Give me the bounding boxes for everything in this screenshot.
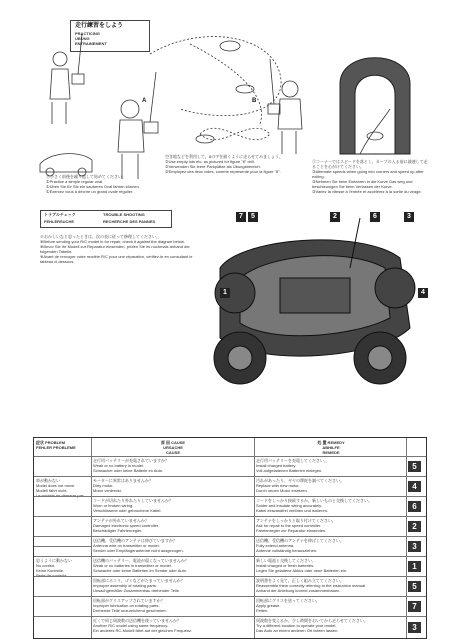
remedy-de: Durch neuen Motor ersetzen.	[256, 488, 308, 493]
part-number-badge: 7	[408, 601, 421, 612]
header-cause-de: URSACHE	[163, 445, 183, 450]
remedy-en: Fully extend antenna.	[256, 543, 295, 548]
table-row	[34, 476, 426, 496]
part-number-badge: 6	[408, 501, 421, 512]
step3-en: ③Alternate speeds when going into corners and speed up after exiting.	[312, 169, 424, 179]
cause-de: Unsachgemäßer Zusammenbau drehender Teile.	[93, 588, 181, 593]
cause-en: Weak or no battery in model.	[93, 463, 145, 468]
remedy-jp: 周波数を変えるか、少し時間をおいてから走らせてください。	[256, 618, 368, 623]
table-row	[34, 556, 426, 576]
cause-jp: モーターに異常はありませんか？	[93, 478, 153, 483]
part-number-badge: 5	[408, 461, 421, 472]
remedy-de: Fetten.	[256, 608, 269, 613]
remedy-de: Antenne vollständig herausziehen.	[256, 548, 318, 553]
intro-fr: ※Avant de renvoyer votre modèle R/C pour une réparation, vérifiez-le en consultant le tableau ci-dessous.	[40, 254, 193, 264]
trouble-heading-de: FEHLERSUCHE	[44, 219, 75, 224]
remedy-en: Apply grease.	[256, 603, 281, 608]
cause-jp: アンテナが外れていませんか？	[93, 518, 149, 523]
problem1-en: Model does not move.	[36, 483, 76, 488]
callout-4: 4	[418, 288, 428, 298]
cause-jp: 近くで同じ周波数の送信機を使っていませんか？	[93, 618, 181, 623]
table-row	[34, 496, 426, 516]
part-number-badge: 5	[408, 581, 421, 592]
problem2-en: No control.	[36, 563, 56, 568]
remedy-en: Replace with new motor.	[256, 483, 300, 488]
cause-jp: コードが切れたり外れたりしていませんか？	[93, 498, 173, 503]
table-row	[34, 616, 426, 638]
cause-de: Beschädigter Fahrtenregler.	[93, 528, 143, 533]
cause-jp: 回転部がグリスアップされていますか？	[93, 598, 165, 603]
intro-de: ※Bevor Sie Ihr Modell zur Reparatur einsenden, prüfen Sie es nochmals anhand der folgenden Tabelle.	[40, 244, 190, 254]
cause-jp: 回転部にホコリ、ゴミなどがたまっていませんか？	[93, 578, 185, 583]
step1-fr: ①Exercez vous à décrire un grand ovale régulier.	[46, 189, 134, 194]
step2-en: ②Use empty lots etc. as pictured for figure "8" drill.	[165, 159, 255, 164]
table-row	[34, 516, 426, 536]
cause-en: Antenna wire on transmitter or model.	[93, 543, 160, 548]
header-cause-en: 原 因 CAUSE	[160, 440, 186, 445]
cause-en: Worn or broken wiring.	[93, 503, 134, 508]
practice-heading-jp: 走行練習をしよう	[75, 23, 124, 29]
remedy-de: Legen Sie geladene Akkus oder neue Batterien ein.	[256, 568, 348, 573]
step1-en: ①Practice a simple regular oval.	[46, 179, 104, 184]
remedy-en: Solder and insulate wiring accurately.	[256, 503, 322, 508]
remedy-jp: 回転部にグリスを塗ってください。	[256, 598, 320, 603]
table-row	[34, 596, 426, 616]
trouble-heading-fr: RECHERCHE DES PANNES	[103, 219, 156, 224]
part-number-badge: 2	[408, 521, 421, 532]
practice-section	[30, 14, 430, 194]
cause-de: Schwacher oder keine Batterie im Auto.	[93, 468, 164, 473]
cause-de: Schwache oder keine Batterien im Sender oder Auto.	[93, 568, 188, 573]
callout-3: 3	[404, 212, 414, 222]
intro-en: ※Before sending your R/C model in for repair, check it against the diagram below.	[40, 239, 185, 244]
step2-de: ②Verwenden Sie leere Parkplätze als Übungsbereich.	[165, 164, 261, 169]
intro-jp: ※おかしいなと思ったときは、次の表に従って修理してください。	[40, 234, 160, 239]
cause-en: Dirty motor.	[93, 483, 114, 488]
cause-de: Ein anderes RC-Modell fährt auf der gleichen Frequenz.	[93, 628, 193, 633]
callout-7: 7	[236, 212, 246, 222]
header-cause	[94, 440, 252, 455]
practice-heading-de: ÜBUNG	[75, 36, 90, 41]
cause-jp: 送信機、受信機のアンテナは伸びていますか？	[93, 538, 177, 543]
remedy-en: Install charged battery.	[256, 463, 297, 468]
problem1-de: Modell fährt nicht.	[36, 488, 68, 493]
callout-6: 6	[370, 212, 380, 222]
remedy-jp: 汚れがあったり、ギヤの摩耗を調べてください。	[256, 478, 344, 483]
cause-de: Sender oder Empfängerantenne nicht ausgezogen.	[93, 548, 184, 553]
cause-en: Another R/C model using same frequency.	[93, 623, 169, 628]
step3-de: ③Nehmen Sie beim Einfahren in die Kurve Gas weg und beschleunigen Sie beim Verlassen der Kurve.	[312, 179, 413, 189]
cause-en: Improper assembly of rotating parts.	[93, 583, 158, 588]
header-cause-fr: CAUSE	[165, 450, 180, 455]
callout-5: 5	[248, 212, 258, 222]
problem1-jp: 車が動かない	[36, 478, 60, 483]
remedy-en: Install charged or fresh batteries.	[256, 563, 315, 568]
part-number-badge: 3	[408, 622, 421, 633]
remedy-jp: アンテナをしっかりと取り付けてください。	[256, 518, 336, 523]
cause-de: Verschlissene oder gebrochene Kabel.	[93, 508, 162, 513]
step2-jp: 空き地などを利用して、8の字を描くように走らせてみましょう。	[165, 154, 284, 159]
practice-heading-en: PRACTICING	[75, 31, 100, 36]
practice-step-1	[46, 174, 154, 194]
part-number-badge: 1	[408, 561, 421, 572]
header-remedy-de: ABHILFE	[322, 445, 340, 450]
header-problem-de: FEHLER PROBLEME	[36, 445, 76, 450]
trouble-table	[33, 437, 427, 639]
table-row	[34, 536, 426, 556]
remedy-jp: 説明書をよく見て、正しく組み立ててください。	[256, 578, 344, 583]
cause-en: Improper lubrication on rotating parts.	[93, 603, 160, 608]
remedy-de: Voll aufgeladenen Batterien einlegen.	[256, 468, 323, 473]
cause-de: Motor verdreckt.	[93, 488, 122, 493]
trouble-heading-en: TROUBLE SHOOTING	[103, 212, 145, 217]
callout-2: 2	[330, 212, 340, 222]
practice-step-3	[312, 159, 430, 194]
problem1-fr: Le modèle ne démarre pas.	[36, 493, 85, 498]
step3-fr: ③Variez la vitesse à l'entrée et accélérez à la sortie du virage.	[312, 189, 422, 194]
remedy-jp: 送信機、受信機のアンテナを伸ばしてください。	[256, 538, 344, 543]
header-problem	[36, 440, 90, 450]
label-a: A	[142, 98, 147, 104]
remedy-de: Kabel einwandfrei verlöten und isolieren.	[256, 508, 329, 513]
remedy-en: Ask for repair to the speed controller.	[256, 523, 322, 528]
callout-1: 1	[220, 288, 230, 298]
step1-jp: ①小さく前後を繰り返して始めてください。	[46, 174, 126, 179]
cause-de: Drehende Teile unzureichend geschmiert.	[93, 608, 167, 613]
step3-jp: ③コーナーではスピードを落とし、カーブの入る前に減速して走ることを心がけてください。	[312, 159, 428, 169]
label-b: B	[252, 98, 257, 104]
header-problem-en: 症状 PROBLEM	[36, 440, 66, 445]
table-row	[34, 456, 426, 476]
cause-jp: 走行用バッテリーが充電されていますか？	[93, 458, 169, 463]
practice-heading-fr: ENTRAINEMENT	[75, 41, 107, 46]
remedy-jp: コードをしっかり接続するか、新しいものと交換してください。	[256, 498, 372, 503]
header-remedy	[258, 440, 404, 455]
remedy-de: Anhand der Anleitung korrekt zusammenbauen.	[256, 588, 341, 593]
practice-step-2	[165, 154, 297, 174]
remedy-en: Reassemble them correctly referring to the instruction manual.	[256, 583, 367, 588]
header-remedy-fr: REMEDE	[322, 450, 340, 455]
remedy-en: Try a different location to operate your model.	[256, 623, 337, 628]
cause-jp: 送信機のバッテリー、電池が弱くなっていませんか？	[93, 558, 189, 563]
cause-en: Weak or no batteries in transmitter or model.	[93, 563, 172, 568]
step1-de: ①Üben Sie für Sie ein sauberes Oval fahren können.	[46, 184, 140, 189]
buggy-diagram	[200, 208, 430, 436]
part-number-badge: 4	[408, 481, 421, 492]
problem2-de: Keine Kontrolle.	[36, 568, 65, 573]
remedy-de: Fahrtenregler zur Reparatur einsenden.	[256, 528, 327, 533]
trouble-heading-jp: トラブルチェック	[44, 212, 76, 217]
remedy-jp: 走行用バッテリーを充電してください。	[256, 458, 328, 463]
part-number-badge: 3	[408, 541, 421, 552]
remedy-jp: 新しい電池と交換してください。	[256, 558, 316, 563]
trouble-section	[30, 208, 430, 436]
remedy-de: Das Auto an einem anderen Ort fahren lassen.	[256, 628, 339, 633]
cause-en: Damaged electronic speed controller.	[93, 523, 160, 528]
table-row	[34, 576, 426, 596]
trouble-intro	[40, 234, 200, 264]
trouble-heading-box	[40, 210, 172, 228]
header-remedy-en: 処 置 REMEDY	[317, 440, 345, 445]
problem2-fr: Perte de contrôle.	[36, 573, 68, 578]
step2-fr: ②Employez des lieux vides, comme représenté pour la figure "8".	[165, 169, 281, 174]
problem2-jp: 思うように動かない	[36, 558, 72, 563]
